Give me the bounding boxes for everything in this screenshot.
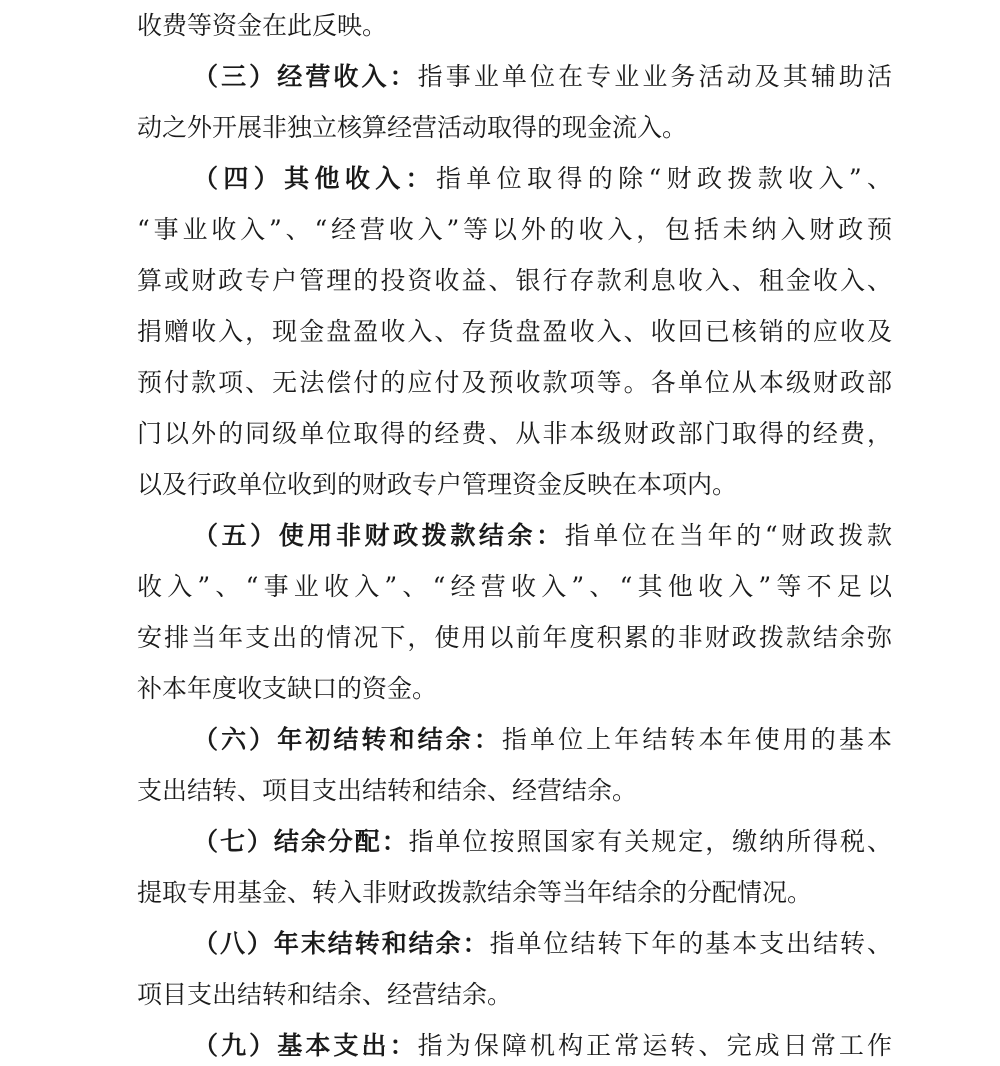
text-line-8: 预付款项、无法偿付的应付及预收款项等。各单位从本级财政部	[137, 368, 892, 397]
text-line-5: “事业收入”、“经营收入”等以外的收入，包括未纳入财政预	[137, 215, 892, 244]
text-line-11: （五）使用非财政拨款结余：指单位在当年的“财政拨款	[193, 521, 892, 550]
text-line-4: （四）其他收入：指单位取得的除“财政拨款收入”、	[193, 164, 892, 193]
section-heading-7: （七）结余分配：	[193, 827, 409, 856]
text-line-3: 动之外开展非独立核算经营活动取得的现金流入。	[137, 113, 688, 142]
section-heading-5: （五）使用非财政拨款结余：	[193, 521, 565, 550]
text-line-1: 收费等资金在此反映。	[137, 11, 388, 40]
text-line-14: 补本年度收支缺口的资金。	[137, 674, 438, 703]
section-heading-9: （九）基本支出：	[193, 1031, 418, 1060]
section-heading-6: （六）年初结转和结余：	[193, 725, 502, 754]
text-line-9: 门以外的同级单位取得的经费、从非本级财政部门取得的经费，	[137, 419, 892, 448]
text-line-2: （三）经营收入：指事业单位在专业业务活动及其辅助活	[193, 62, 892, 91]
text-line-7: 捐赠收入，现金盘盈收入、存货盘盈收入、收回已核销的应收及	[137, 317, 892, 346]
section-heading-8: （八）年末结转和结余：	[193, 929, 490, 958]
section-heading-3: （三）经营收入：	[193, 62, 418, 91]
text-line-19: （八）年末结转和结余：指单位结转下年的基本支出结转、	[193, 929, 892, 958]
text-line-12: 收入”、“事业收入”、“经营收入”、“其他收入”等不足以	[137, 572, 892, 601]
text-line-21: （九）基本支出：指为保障机构正常运转、完成日常工作	[193, 1031, 892, 1060]
text-line-6: 算或财政专户管理的投资收益、银行存款利息收入、租金收入、	[137, 266, 892, 295]
text-line-18: 提取专用基金、转入非财政拨款结余等当年结余的分配情况。	[137, 878, 813, 907]
text-line-10: 以及行政单位收到的财政专户管理资金反映在本项内。	[137, 470, 738, 499]
text-line-13: 安排当年支出的情况下，使用以前年度积累的非财政拨款结余弥	[137, 623, 892, 652]
text-line-20: 项目支出结转和结余、经营结余。	[137, 980, 513, 1009]
section-heading-4: （四）其他收入：	[193, 164, 436, 193]
text-line-17: （七）结余分配：指单位按照国家有关规定，缴纳所得税、	[193, 827, 892, 856]
text-line-16: 支出结转、项目支出结转和结余、经营结余。	[137, 776, 638, 805]
text-line-15: （六）年初结转和结余：指单位上年结转本年使用的基本	[193, 725, 892, 754]
